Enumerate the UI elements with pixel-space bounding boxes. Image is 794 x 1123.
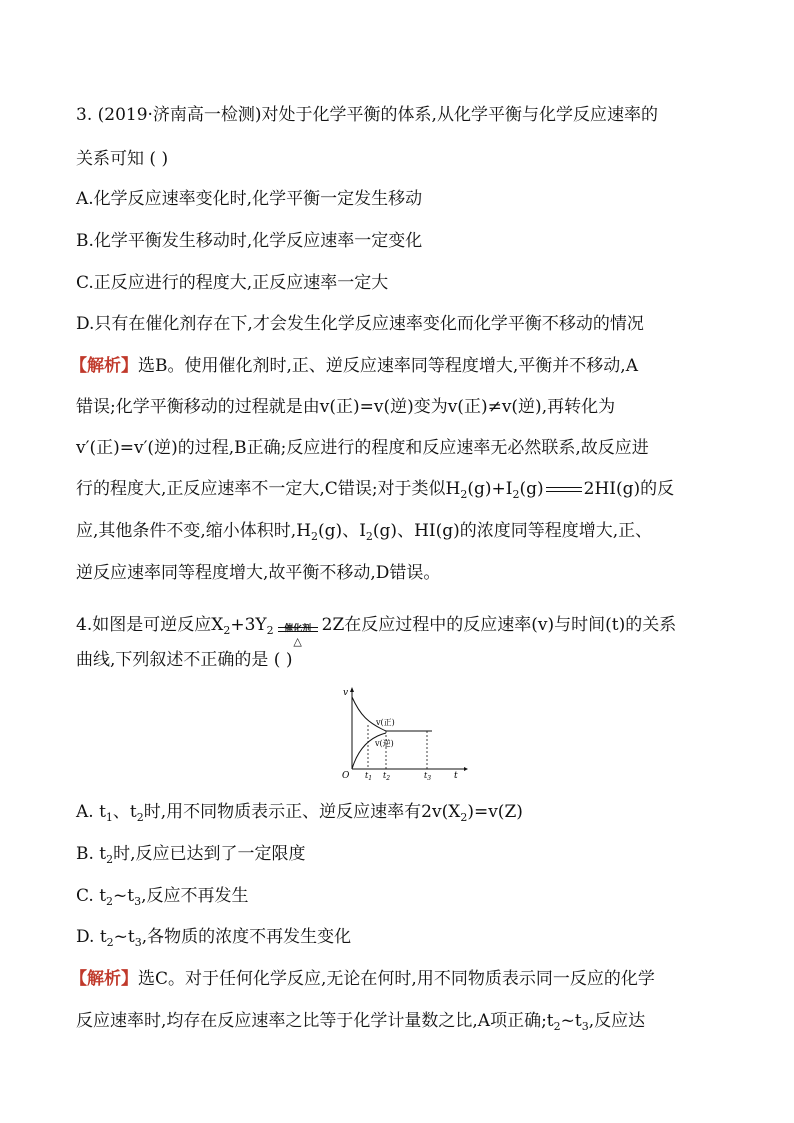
subscript: 2: [223, 624, 231, 637]
analysis3-line6: 逆反应速率同等程度增大,故平衡不移动,D错误。: [76, 563, 441, 583]
subscript: 3: [134, 895, 142, 908]
opt-text: 时,用不同物质表示正、逆反应速率有2v(X: [143, 802, 461, 822]
q4-text: +3Y: [230, 615, 267, 635]
analysis3-line3: v′(正)=v′(逆)的过程,B正确;反应进行的程度和反应速率无必然联系,故反应进: [76, 438, 649, 458]
q4-option-d: [76, 925, 726, 951]
opt-text: ,各物质的浓度不再发生变化: [141, 927, 352, 947]
q3-option-d: D.只有在催化剂存在下,才会发生化学反应速率变化而化学平衡不移动的情况: [76, 314, 644, 334]
reverse-label: v(逆): [375, 739, 394, 748]
opt-text: ~t: [113, 886, 135, 906]
opt-text: ,反应不再发生: [141, 886, 249, 906]
analysis4-line1: [70, 967, 720, 991]
equilibrium-arrow-icon: [546, 483, 582, 497]
analysis3-text4: 行的程度大,正反应速率不一定大,C错误;对于类似: [76, 479, 446, 499]
analysis3-line2: 错误;化学平衡移动的过程就是由v(正)=v(逆)变为v(正)≠v(逆),再转化为: [76, 397, 616, 417]
analysis4-text2: 反应速率时,均存在反应速率之比等于化学计量数之比,A项正确;t: [76, 1011, 554, 1031]
subscript: 2: [460, 811, 468, 824]
opt-text: 、t: [112, 802, 137, 822]
opt-text: )=v(Z): [467, 802, 523, 822]
x-axis-label: t: [454, 771, 458, 781]
analysis-tag: 【解析】: [70, 356, 138, 376]
q4-option-c: [76, 884, 726, 910]
subscript: 3: [581, 1020, 589, 1033]
analysis3-text5: 应,其他条件不变,缩小体积时,H: [76, 521, 312, 541]
q3-stem-line1: 3. (2019·济南高一检测)对处于化学平衡的体系,从化学平衡与化学反应速率的: [76, 105, 658, 125]
formula-h: H: [445, 479, 461, 499]
opt-text: ~t: [113, 927, 135, 947]
tick-t1: $t_1$: [365, 771, 373, 782]
opt-text: B. t: [76, 844, 107, 864]
analysis-tag: 【解析】: [70, 969, 138, 989]
x-axis-arrow-icon: [464, 767, 468, 771]
catalyst-label: 催化剂: [284, 624, 312, 634]
q4-option-a: [76, 800, 726, 826]
subscript: 2: [106, 853, 114, 866]
subscript: 2: [106, 936, 114, 949]
subscript: 2: [311, 530, 319, 543]
formula-part: (g): [519, 479, 544, 499]
heat-symbol: △: [293, 635, 302, 648]
rate-time-graph: [340, 683, 470, 782]
q3-option-c: C.正反应进行的程度大,正反应速率一定大: [76, 273, 389, 293]
analysis3-line4: [76, 477, 726, 503]
q3-stem-line2: 关系可知 ( ): [76, 149, 169, 169]
tick-t3: $t_3$: [424, 771, 432, 782]
analysis4-text2: ~t: [560, 1011, 582, 1031]
reaction-arrow-icon: [276, 618, 320, 648]
y-axis-arrow-icon: [350, 687, 354, 692]
formula-part: (g)、I: [318, 521, 366, 541]
analysis4-text1: 选C。对于任何化学反应,无论在何时,用不同物质表示同一反应的化学: [138, 969, 655, 989]
forward-label: v(正): [376, 718, 395, 727]
subscript: 2: [460, 488, 468, 501]
opt-text: D. t: [76, 927, 107, 947]
tick-t2: $t_2$: [383, 771, 391, 782]
subscript: 1: [105, 811, 113, 824]
q4-stem-line2: 曲线,下列叙述不正确的是 ( ): [76, 650, 293, 670]
origin-label: O: [342, 771, 350, 781]
q3-option-b: B.化学平衡发生移动时,化学反应速率一定变化: [76, 231, 423, 251]
subscript: 2: [365, 530, 373, 543]
q4-text: 4.如图是可逆反应X: [76, 615, 224, 635]
opt-text: 时,反应已达到了一定限度: [113, 844, 306, 864]
subscript: 2: [136, 811, 144, 824]
q4-stem-line1: [76, 610, 726, 648]
q4-text: 2Z在反应过程中的反应速率(v)与时间(t)的关系: [321, 615, 677, 635]
subscript: 2: [266, 624, 274, 637]
analysis3-text1: 选B。使用催化剂时,正、逆反应速率同等程度增大,平衡并不移动,A: [138, 356, 638, 376]
analysis3-line1: [70, 354, 720, 378]
formula-part: (g)+I: [467, 479, 513, 499]
q3-option-a: A.化学反应速率变化时,化学平衡一定发生移动: [76, 189, 423, 209]
subscript: 2: [553, 1020, 561, 1033]
opt-text: C. t: [76, 886, 107, 906]
formula-end: 2HI(g)的反: [583, 479, 675, 499]
subscript: 3: [134, 936, 142, 949]
analysis3-line5: [76, 519, 726, 545]
opt-text: A. t: [76, 802, 106, 822]
analysis4-text2: ,反应达: [588, 1011, 646, 1031]
analysis4-line2: [76, 1009, 726, 1035]
subscript: 2: [512, 488, 520, 501]
formula-end: (g)、HI(g)的浓度同等程度增大,正、: [372, 521, 653, 541]
subscript: 2: [106, 895, 114, 908]
y-axis-label: v: [343, 688, 349, 698]
q4-option-b: [76, 842, 726, 868]
